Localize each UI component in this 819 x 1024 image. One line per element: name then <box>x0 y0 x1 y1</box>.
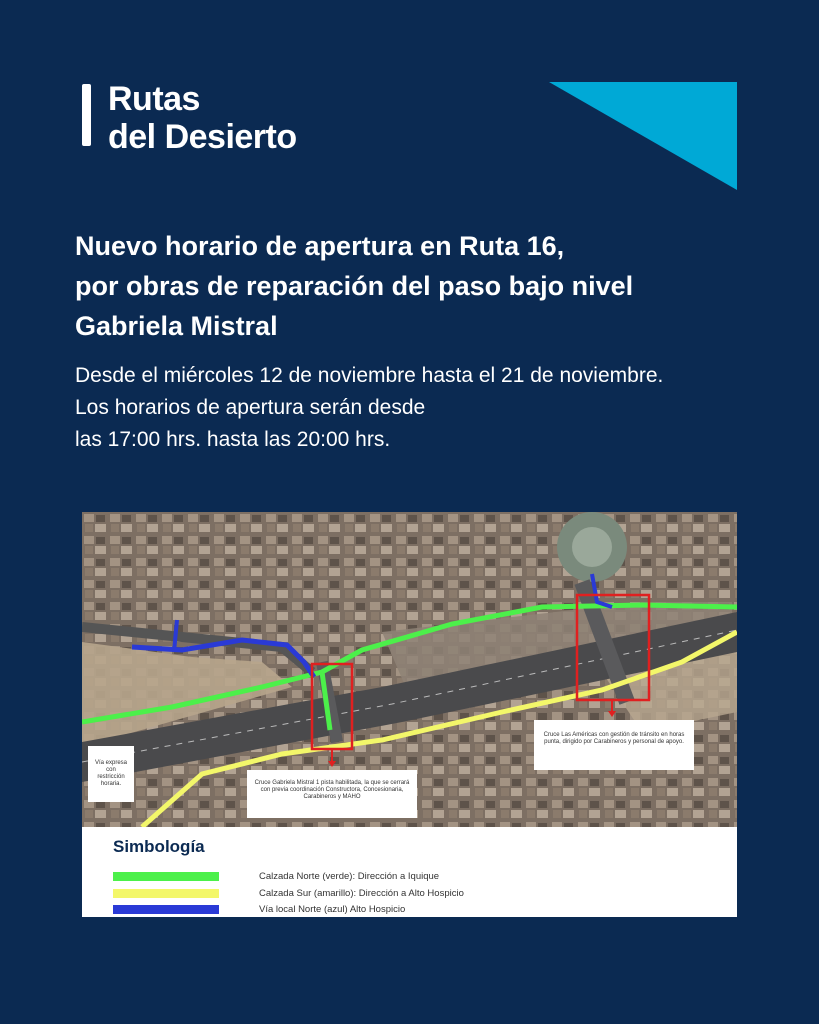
subtitle-line-1: Desde el miércoles 12 de noviembre hasta el 21 de noviembre. <box>75 364 664 387</box>
title-line-2: por obras de reparación del paso bajo nivel <box>75 271 634 301</box>
title-line-3: Gabriela Mistral <box>75 311 278 341</box>
legend-title: Simbología <box>113 837 205 856</box>
callout-expressway: Vía expresa con restricción horaria. <box>88 746 134 802</box>
callout-gabriela-mistral: Cruce Gabriela Mistral 1 pista habilitada, la que se cerrará con previa coordinación Constructora, Concesionaria, Carabineros y MAHO <box>247 770 417 818</box>
subtitle-line-3: las 17:00 hrs. hasta las 20:00 hrs. <box>75 428 391 451</box>
legend-label-south: Calzada Sur (amarillo): Dirección a Alto Hospicio <box>259 888 464 899</box>
brand-line-1: Rutas <box>108 80 200 118</box>
map-card <box>82 512 737 917</box>
legend-label-local: Vía local Norte (azul) Alto Hospicio <box>259 904 406 915</box>
page-title <box>75 226 775 346</box>
accent-triangle <box>549 82 737 190</box>
logo-mark <box>82 84 91 146</box>
legend-swatch-green <box>113 872 219 881</box>
legend-swatch-yellow <box>113 889 219 898</box>
brand-name <box>108 80 297 156</box>
legend-swatch-blue <box>113 905 219 914</box>
legend <box>82 827 737 917</box>
legend-label-north: Calzada Norte (verde): Dirección a Iquique <box>259 871 440 882</box>
title-line-1: Nuevo horario de apertura en Ruta 16, <box>75 231 565 261</box>
subtitle-line-2: Los horarios de apertura serán desde <box>75 396 426 419</box>
schedule-text <box>75 360 795 456</box>
brand-line-2: del Desierto <box>108 118 297 156</box>
callout-las-americas: Cruce Las Américas con gestión de tránsito en horas punta, dirigido por Carabineros y personal de apoyo. <box>534 720 694 770</box>
